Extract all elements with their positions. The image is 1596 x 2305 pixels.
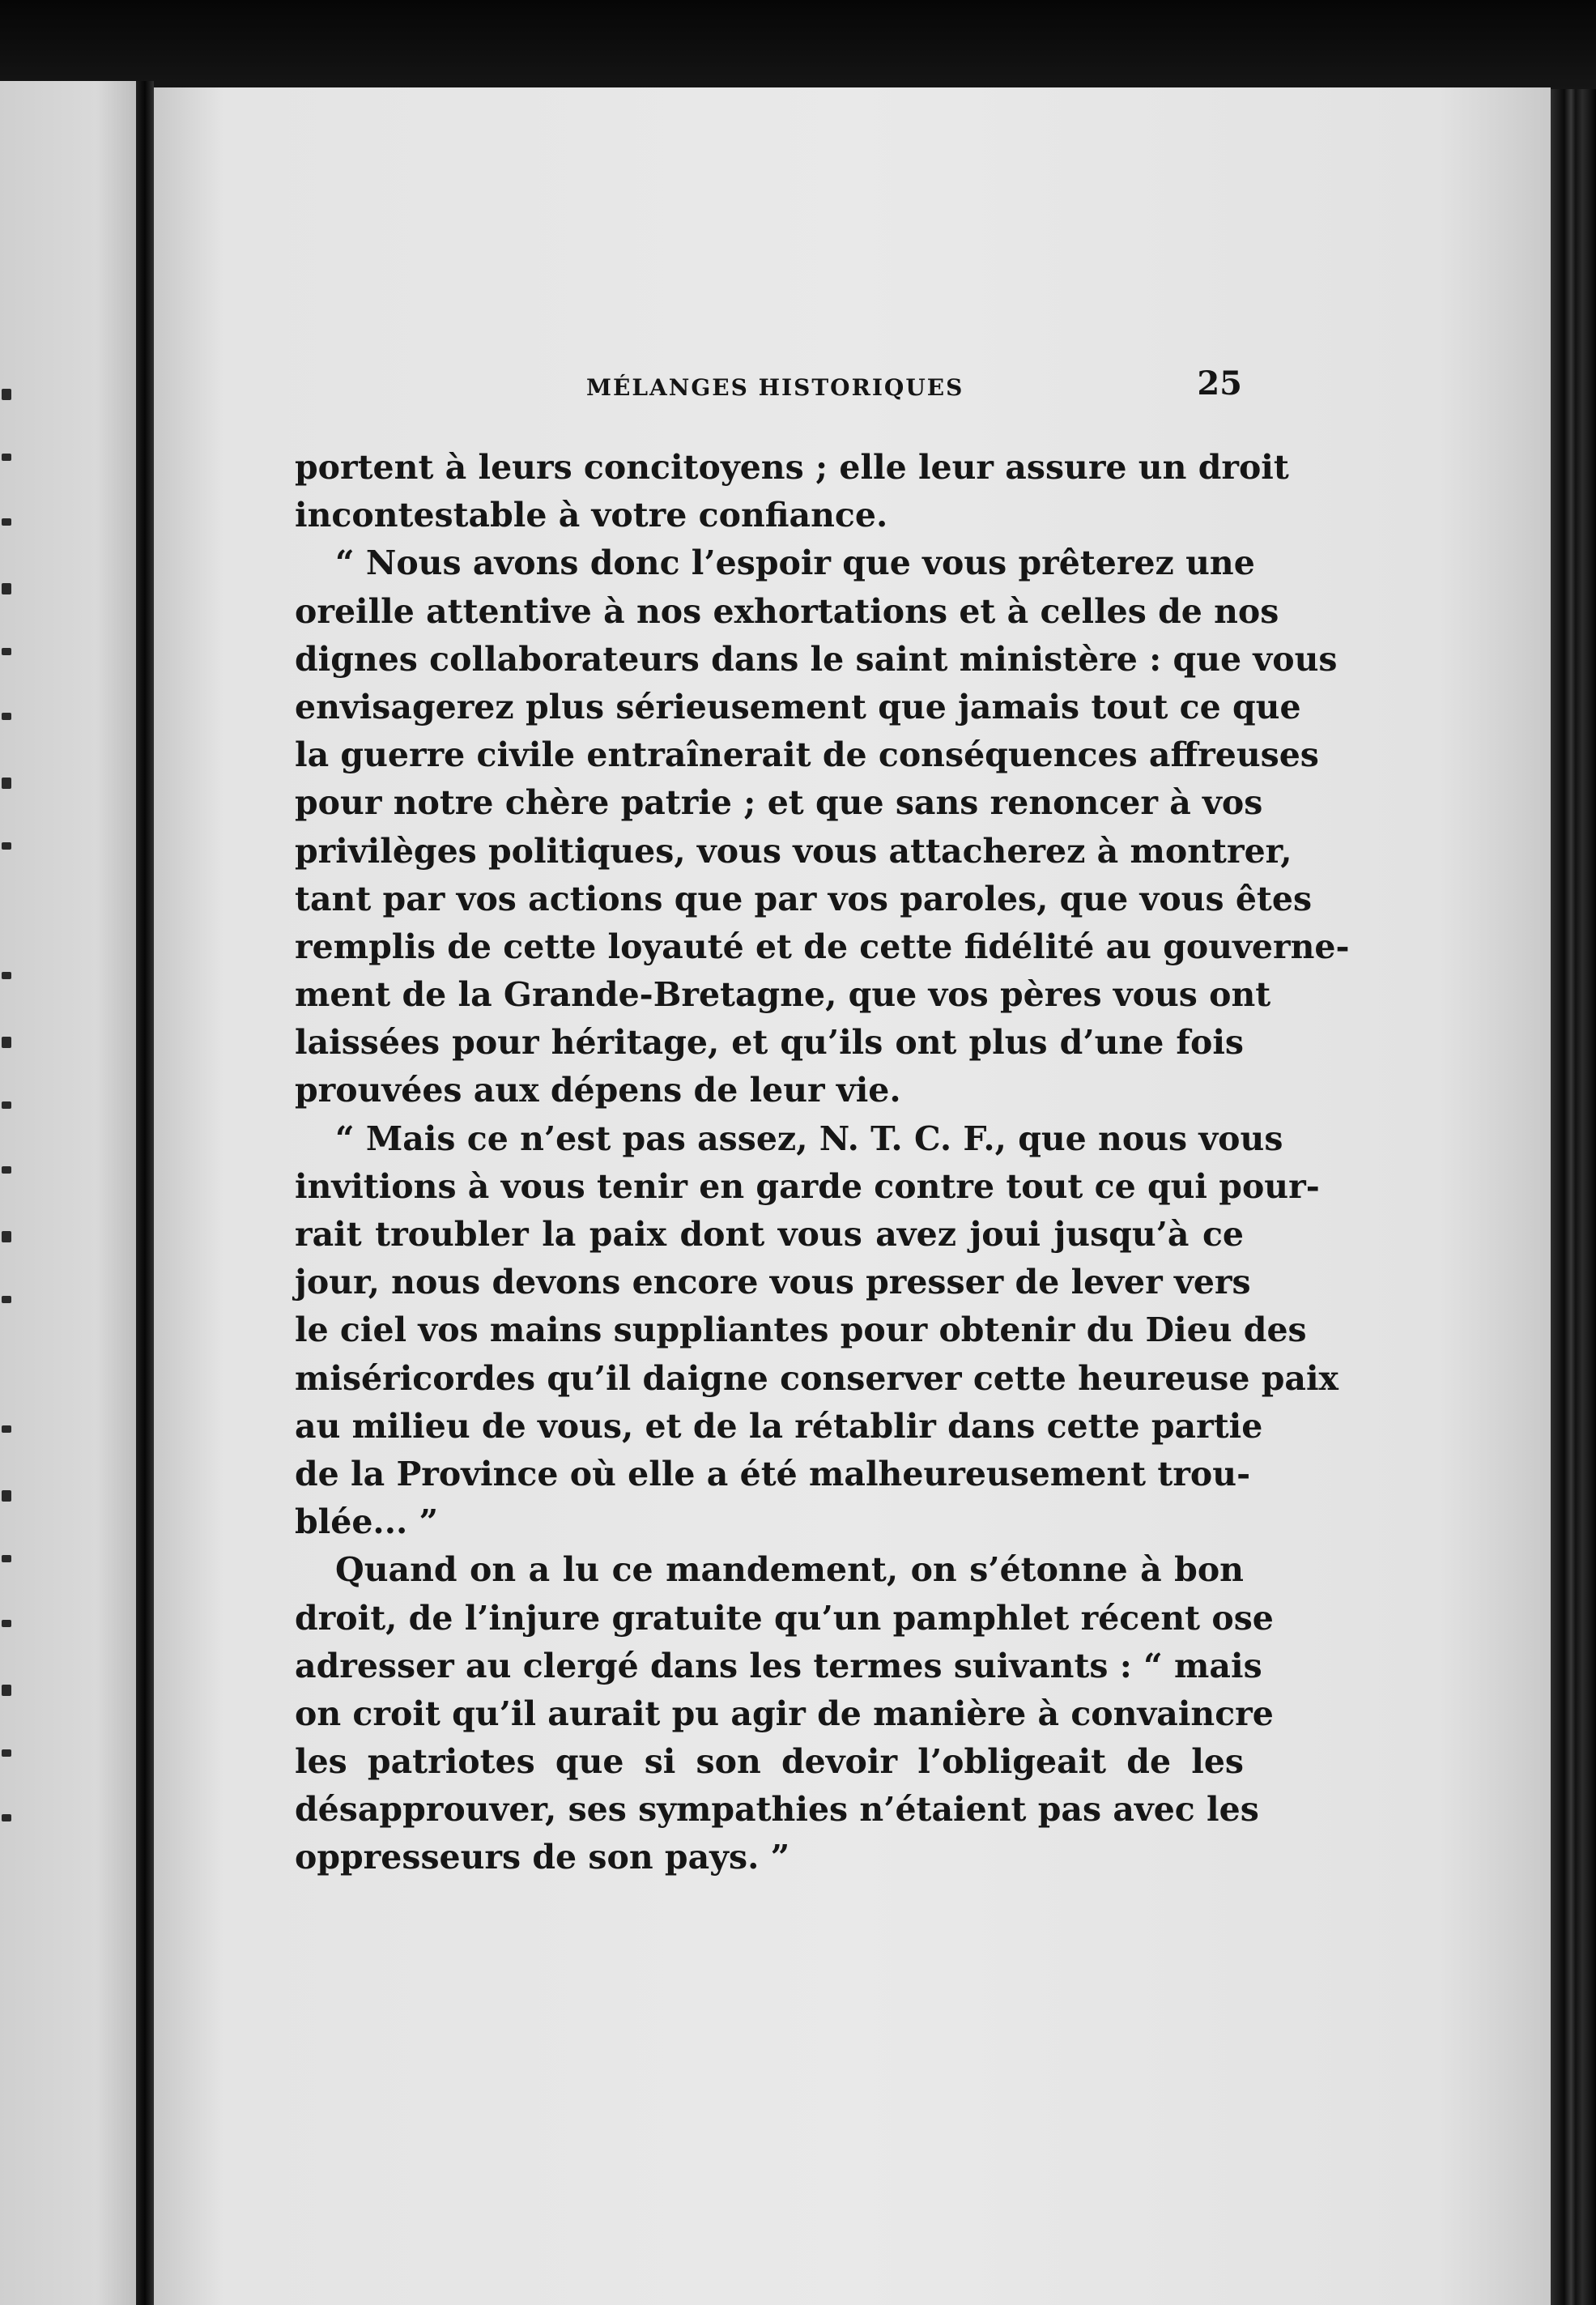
text-line: droit, de l’injure gratuite qu’un pamphlet récent ose — [295, 1598, 1274, 1638]
bleed-through-mark — [2, 1685, 11, 1696]
text-line: on croit qu’il aurait pu agir de manière à convaincre — [295, 1694, 1274, 1733]
text-line: Quand on a lu ce mandement, on s’étonne à bon — [335, 1550, 1244, 1590]
bleed-through-mark — [2, 972, 11, 979]
bleed-through-mark — [2, 454, 11, 461]
text-line: miséricordes qu’il daigne conserver cette heureuse paix — [295, 1358, 1339, 1398]
bleed-through-mark — [2, 1620, 11, 1627]
page-stack-edge — [1551, 89, 1596, 2305]
running-head-title: MÉLANGES HISTORIQUES — [586, 374, 964, 401]
text-line: le ciel vos mains suppliantes pour obtenir du Dieu des — [295, 1310, 1307, 1350]
bleed-through-mark — [2, 1749, 11, 1757]
previous-page-edge — [0, 81, 138, 2305]
bleed-through-mark — [2, 1425, 11, 1433]
text-line: envisagerez plus sérieusement que jamais tout ce que — [295, 687, 1301, 726]
text-line: laissées pour héritage, et qu’ils ont plus d’une fois — [295, 1023, 1244, 1063]
bleed-through-mark — [2, 1231, 11, 1242]
text-line: remplis de cette loyauté et de cette fidélité au gouverne- — [295, 927, 1350, 966]
text-line: “ Mais ce n’est pas assez, N. T. C. F., que nous vous — [335, 1118, 1283, 1158]
bleed-through-mark — [2, 518, 11, 526]
text-line: dignes collaborateurs dans le saint ministère : que vous — [295, 639, 1338, 679]
text-line: au milieu de vous, et de la rétablir dans cette partie — [295, 1406, 1263, 1446]
bleed-through-mark — [2, 778, 11, 789]
text-line: oreille attentive à nos exhortations et à celles de nos — [295, 591, 1279, 631]
top-shadow — [0, 0, 1596, 89]
bleed-through-mark — [2, 1166, 11, 1174]
text-line: incontestable à votre confiance. — [295, 496, 888, 535]
text-line: les patriotes que si son devoir l’obligeait de les — [295, 1742, 1244, 1782]
text-line: jour, nous devons encore vous presser de lever vers — [295, 1263, 1251, 1302]
text-line: prouvées aux dépens de leur vie. — [295, 1071, 901, 1110]
text-line: “ Nous avons donc l’espoir que vous prêterez une — [335, 543, 1255, 583]
bleed-through-mark — [2, 1037, 11, 1048]
body-text — [295, 444, 1350, 1882]
bleed-through-mark — [2, 842, 11, 850]
text-line: invitions à vous tenir en garde contre tout ce qui pour- — [295, 1166, 1320, 1206]
running-head — [295, 364, 1242, 413]
text-line: adresser au clergé dans les termes suivants : “ mais — [295, 1646, 1262, 1685]
text-line: rait troubler la paix dont vous avez joui jusqu’à ce — [295, 1215, 1244, 1254]
bleed-through-mark — [2, 1555, 11, 1562]
text-line: pour notre chère patrie ; et que sans renoncer à vos — [295, 783, 1263, 823]
bleed-through-mark — [2, 713, 11, 720]
bleed-through-mark — [2, 583, 11, 594]
text-line: blée... ” — [295, 1502, 439, 1542]
text-line: ment de la Grande-Bretagne, que vos pères vous ont — [295, 975, 1271, 1015]
bleed-through-mark — [2, 648, 11, 655]
bleed-through-mark — [2, 1814, 11, 1821]
text-line: privilèges politiques, vous vous attacherez à montrer, — [295, 831, 1292, 871]
text-line: la guerre civile entraînerait de conséquences affreuses — [295, 735, 1319, 775]
text-line: portent à leurs concitoyens ; elle leur assure un droit — [295, 448, 1289, 487]
bleed-through-mark — [2, 389, 11, 400]
bleed-through-mark — [2, 1101, 11, 1109]
text-line: désapprouver, ses sympathies n’étaient pas avec les — [295, 1790, 1259, 1830]
page-number: 25 — [1197, 364, 1242, 403]
bleed-through-mark — [2, 1490, 11, 1502]
text-line: tant par vos actions que par vos paroles, que vous êtes — [295, 879, 1313, 918]
text-line: de la Province où elle a été malheureusement trou- — [295, 1454, 1251, 1493]
bleed-through-mark — [2, 1296, 11, 1303]
text-line: oppresseurs de son pays. ” — [295, 1838, 790, 1877]
book-gutter — [136, 81, 154, 2305]
